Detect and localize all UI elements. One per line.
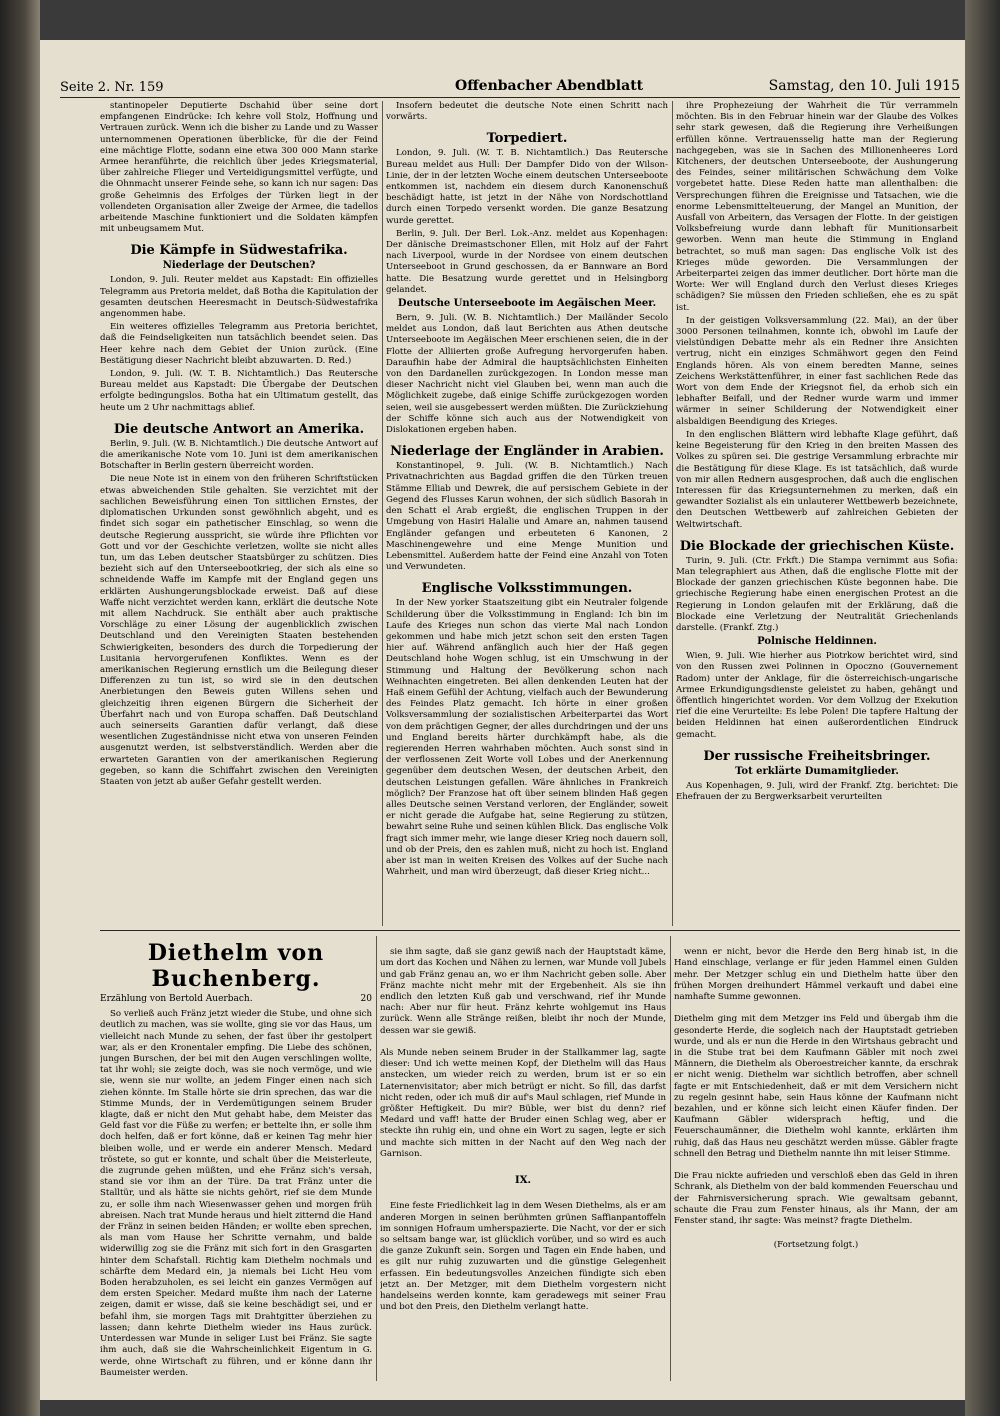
serial-text: wenn er nicht, bevor die Herde den Berg hinab ist, in die Hand einschlage, verlange er für jeden Hammel einen Gulden mehr. Der Metzger schlug ein und Diethelm hatte über den frühen Morgen dreihundert Hämmel verkauft und dabei eine namhafte Summe gewonnen. Diethelm ging mit dem Metzger ins Feld und übergab ihm die gesonderte Herde, die sogleich nach der Hauptstadt getrieben wurde, und als er nun die Herde in den Wirtshaus gebracht und in die Stube trat bei dem Kaufmann Gäbler mit noch zwei Männern, die Diethelm als Oberoestreicher kannte, da erschrak er nicht wenig. Diethelm war sichtlich betroffen, aber schnell fagte er mit Entschiedenheit, daß er mit dem Versichern nicht zu regeln gesinnt habe, sein Haus könne der Kaufmann nicht bezahlen, und er könne sich leicht einen Käufer finden. Der Kaufmann Gäbler widersprach heftig, und die Feuerschaumänner, die Diethelm wohl kannte, erklärten ihm ruhig, daß das Haus neu geschätzt werden müsse. Gäbler fragte schnell den Betrag und Diethelm nannte ihn mit leiser Stimme. Die Frau nickte aufrieden und verschloß eben das Geld in ihren Schrank, als Diethelm von der bald kommenden Feuerschau und der Fahrnisversicherung sprach. Wie gewaltsam gebannt, schaute die Frau zum Fenster hinaus, als ihr Mann, der am Fenster stand, ihr sagte: Was meinst? fragte Diethelm. [674,947,958,1227]
col1-paragraph: Ein weiteres offizielles Telegramm aus Pretoria berichtet, daß die Feindseligkeiten nun tatsächlich beendet seien. Das Heer kehre nach dem Gebiet der Union zurück. (Eine Bestätigung dieser Nachricht bleibt abzuwarten. D. Red.) [100,322,378,366]
col2-paragraph: In der New yorker Staatszeitung gibt ein Neutraler folgende Schilderung über die Volksstimmung in England: Ich bin im Laufe des Krieges nun schon das vierte Mal nach London gekommen und habe mich jetzt schon seit den ersten Tagen hier auf. Während anfänglich auch hier der Haß gegen Deutschland hohe Wogen schlug, ist ein Umschwung in der Stimmung und Haltung der Bevölkerung schon nach Weihnachten eingetreten. Bei allen denkenden Leuten hat der Haß einem Gefühl der Achtung, vielfach auch der Bewunderung des Feindes Platz gemacht. Ich hörte in einer großen Volksversammlung der sozialistischen Arbeiterpartei das Wort von dem prächtigen Gegner, der alles durchdringen und der uns und England bereits härter durchkämpft habe, als die regierenden Herren wahrhaben möchten. Auch sonst sind in der verflossenen Zeit Worte voll Lobes und der Anerkennung gegenüber dem deutschen Wesen, der deutschen Arbeit, den deutschen Leistungen gefallen. Wäre ähnliches in Frankreich möglich? Der Franzose hat oft über seinem blinden Haß gegen alles Deutsche seinen Verstand verloren, der Engländer, soweit er nicht gerade die Aufgabe hat, seine Regierung zu stützen, bewahrt seine Ruhe und seinen kühlen Blick. Das englische Volk fragt sich immer mehr, wie lange dieser Krieg noch dauern soll, und ob der Preis, den es zahlen muß, nicht zu hoch ist. England aber ist man in weiten Kreisen des Volkes auf der Suche nach Wahrheit, und man wird überzeugt, daß dieser Krieg nicht... [386,598,668,878]
column-divider [376,936,377,1381]
col1-paragraph: London, 9. Juli. Reuter meldet aus Kapstadt: Ein offizielles Telegramm aus Pretoria meldet, daß Botha die Kapitulation der gesamten deutschen Heeresmacht in Deutsch-Südwestafrika angenommen habe. [100,275,378,320]
col1-headline-america: Die deutsche Antwort an Amerika. [113,421,365,437]
col2-headline-torpedoed: Torpediert. [486,131,568,147]
col1-lead: stantinopeler Deputierte Dschahid über seine dort empfangenen Eindrücke: Ich kehre voll Stolz, Hoffnung und Vertrauen zurück. Wenn ich die bisher zu Lande und zu Wasser unternommenen Operationen überblicke, für die der Feind eine mächtige Flotte, sodann eine etwa 300 000 Mann starke Armee heranführte, die reichlich über jedes Kriegsmaterial, über zahlreiche Flieger und Verteidigungsmittel verfügte, und die Ohnmacht unserer Feinde sehe, so kann ich nur sagen: Das große Geheimnis des Erfolges der Türken liegt in der vollendeten Organisation aller Zweige der Armee, die tadellos arbeitende Maschine funktioniert und die Soldaten kämpfen mit unbeugsamem Mut. [100,101,378,235]
serial-chapter-number: IX. [515,1175,531,1187]
col1-paragraph: London, 9. Juli. (W. T. B. Nichtamtlich.) Das Reutersche Bureau meldet aus Kapstadt: Die Übergabe der Deutschen erfolgte bedingungslos. Botha hat ein Ultimatum gestellt, das heute um 2 Uhr nachmittags ablief. [100,369,378,413]
col3-paragraph: In der geistigen Volksversammlung (22. Mai), an der über 3000 Personen teilnahmen, konnte ich, obwohl im Laufe der vielstündigen Debatte mehr als ein Redner ihre Ansichten vertrug, nicht ein einziges Schmähwort gegen den Feind Englands hören. Als von einem beredten Manne, seines Zeichens Werkstättenführer, in einer fast sachlichen Rede das Wort von dem Ende der Kriegsnot fiel, da erhob sich ein lebhafter Beifall, und der Redner wurde warm und immer wärmer in seiner Schilderung der Notwendigkeit einer alsbaldigen Beendigung des Krieges. [676,315,958,427]
book-binding-edge [0,0,40,1416]
serial-installment: 20 [360,994,372,1004]
col3-paragraph: Wien, 9. Juli. Wie hierher aus Piotrkow berichtet wird, sind von den Russen zwei Polinnen in Opoczno (Gouvernement Radom) unter der Anklage, für die österreichisch-ungarische Armee Erkundigungsdienste geleistet zu haben, gehängt und öffentlich hingerichtet worden. Vor dem Vollzug der Exekution rief die eine Verurteilte: Es lebe Polen! Die tapfere Haltung der beiden Heldinnen hat einen außerordentlichen Eindruck gemacht. [676,651,958,740]
col1-headline-southwest-africa: Die Kämpfe in Südwestafrika. [130,243,348,259]
col1-paragraph: Berlin, 9. Juli. (W. B. Nichtamtlich.) Die deutsche Antwort auf die amerikanische Note vom 10. Juni ist dem amerikanischen Botschafter in Berlin gestern überreicht worden. [100,438,378,472]
col2-lead: Insofern bedeutet die deutsche Note einen Schritt nach vorwärts. [386,101,668,123]
column-1 [100,101,378,924]
serial-text: So verließ auch Fränz jetzt wieder die Stube, und ohne sich deutlich zu machen, was sie wollte, ging sie vor das Haus, um vielleicht nach Munde zu sehen, der fast über ihr gestolpert war, als er den Kronentaler empfing. Die Liebe des schönen, jungen Burschen, der bei mit den Augen verschlingen wollte, tat ihr wohl; sie zeigte doch, was sie noch vermöge, und wie sie, wenn sie nur wollte, an jedem Finger einen nach sich ziehen könnte. Im Stalle hörte sie drin sprechen, das war die Stimme Munds, der in Verdemütigungen seinem Bruder klagte, daß er nicht den Mut gehabt habe, dem Meister das Geld fast vor die Füße zu werfen; er bettelte ihn, er solle ihm doch helfen, daß er fort könne, daß er keinen Tag mehr hier bleiben wolle, und er werde ein anderer Mensch. Medard tröstete, so gut er konnte, und schalt über die Meisterleute, die zugrunde gehen müßten, und ehe Fränz sich's versah, stand sie vor ihm an der Türe. Da trat Fränz unter die Stalltür, und als hätte sie nichts gehört, rief sie dem Munde zu, er solle ihm nach Wiesenwasser gehen und morgen früh abreisen. Nach trat Munde heraus und hielt zitternd die Hand der Fränz in seinen beiden Händen; er wollte eben sprechen, als man vom Hause her Schritte vernahm, und balde widerwillig zog sie die Fränz mit sich fort in den Grasgarten hinter dem Schafstall. Richtig kam Diethelm nochmals und schärfte dem Medard ein, ja niemals bei Licht Heu vom Boden herabzuholen, es sei leicht ein ganzes Vermögen auf dem ersten Speicher. Medard mußte ihm nach der Laterne zeigen, damit er wisse, daß sie keine beschädigt sei, und er befahl ihm, sie morgen Tags mit Drahtgitter überziehen zu lassen; dann kehrte Diethelm wieder ins Haus zurück. Unterdessen war Munde in seliger Lust bei Fränz. Sie sagte ihm auch, daß sie die Wahrscheinlichkeit Eigentum in G. werde, ohne Wirtschaft zu führen, und er könne dann ihr Baumeister werden. [100,1009,372,1376]
serial-byline: Erzählung von Bertold Auerbach. 20 [100,994,372,1004]
col2-paragraph: London, 9. Juli. (W. T. B. Nichtamtlich.) Das Reutersche Bureau meldet aus Hull: Der Dampfer Dido von der Wilson-Linie, der in der letzten Woche einem deutschen Unterseeboote entkommen ist, nachdem ein diesem durch Kanonenschuß beschädigt hatte, ist jetzt in der Nähe von Nordschottland durch einen Torpedo versenkt worden. Die ganze Besatzung wurde gerettet. [386,148,668,226]
col3-lead: ihre Prophezeiung der Wahrheit die Tür verrammeln möchten. Bis in den Februar hinein war der Glaube des Volkes sehr stark gewesen, daß die Regierung ihre Verheißungen erfüllen könne. Vertrauensselig hatte man der Regierung nachgegeben, was sie in Sachen des Millionenheeres Lord Kitcheners, der deutschen Unterseeboote, der Aushungerung des Feindes, seiner militärischen Schwächung dem Volke vorgebetet hatte. Diese Reden hatte man allenthalben: die Versprechungen führen die Ereignisse und Tatsachen, wie die enorme Lebensmittelteuerung, der Mangel an Munition, der Ausfall von Arbeitern, das Versagen der Flotte. In der geistigen Volksbefreiung wurde dann lebhaft für Munitionsarbeit geworben. Wenn man heute die Stimmung in England betrachtet, so muß man sagen: Das englische Volk ist des Krieges müde geworden. Die Versammlungen der Arbeiterpartei zeigen das immer deutlicher. Dort hörte man die Worte: Wer will England durch den Verlust dieses Krieges schädigen? Sie müssen den Frieden schließen, ehe es zu spät ist. [676,101,958,313]
serial-text: sie ihm sagte, daß sie ganz gewiß nach der Hauptstadt käme, um dort das Kochen und Nähen zu lernen, war Munde voll Jubels und gab Fränz genau an, wo er ihm Nachricht geben solle. Aber Fränz machte nicht mehr mit der Ergebenheit. Als sie ihn endlich den letzten Kuß gab und verschwand, rief ihr Munde nach: Aber nur für heut. Fränz kehrte wohlgemut ins Haus zurück. Wenn alle Stränge reißen, bleibt ihr noch der Munde, dessen war sie gewiß. Als Munde neben seinem Bruder in der Stallkammer lag, sagte dieser: Und ich wette meinen Kopf, der Diethelm will das Haus anstecken, um wieder reich zu werden, brum ist er so ein Laternenvisitator; aber mich betrügt er nicht. So fill, das darfst nicht reden, oder ich muß dir auf's Maul schlagen, rief Munde in größter Heftigkeit. Du mir? Büble, wer bist du denn? rief Medard und vaff! hatte der Bruder einen Schlag weg, aber er steckte ihn ruhig ein, und ohne ein Wort zu sagen, legte er sich und machte sich mitten in der Nacht auf den Weg nach der Garnison. [380,947,666,1159]
col1-subheadline: Niederlage der Deutschen? [162,260,316,272]
newspaper-title: Offenbacher Abendblatt [455,78,644,94]
column-3 [676,101,958,924]
page-right-edge [965,0,1000,1416]
col3-headline-blockade: Die Blockade der griechischen Küste. [679,538,955,554]
serial-column-2 [380,936,666,1376]
col3-paragraph: In den englischen Blättern wird lebhafte Klage geführt, daß keine Begeisterung für den Krieg in den breiten Massen des Volkes zu spüren sei. Die gestrige Versammlung erbrachte mir die Bestätigung für diese Klage. Es ist tatsächlich, daß wurde von mir allen Rednern ausgesprochen, daß auch die englischen Interessen für das Kriegsunternehmen zu merken, daß ein gewandter Sozialist als ein unlauterer Wettbewerb bezeichnete, den Deutschen Wettbewerb auf zahlreichen Gebieten der Weltwirtschaft. [676,429,958,530]
serial-title: Diethelm von Buchenberg. [147,940,325,992]
header-rule [60,97,960,98]
serial-continued: (Fortsetzung folgt.) [773,1240,859,1251]
feuilleton-divider [100,930,960,931]
col3-headline-russian: Der russische Freiheitsbringer. [703,748,931,764]
col3-paragraph: Turin, 9. Juli. (Ctr. Frkft.) Die Stampa vernimmt aus Sofia: Man telegraphiert aus Athen, daß die englische Flotte mit der Blockade der ganzen griechischen Küste begonnen habe. Die griechische Regierung habe einen energischen Protest an die Regierung in London gelaufen mit der Erklärung, daß die Blockade eine Verletzung der Neutralität Griechenlands darstelle. (Frankf. Ztg.) [676,555,958,633]
col2-paragraph: Berlin, 9. Juli. Der Berl. Lok.-Anz. meldet aus Kopenhagen: Der dänische Dreimastschoner Ellen, mit Holz auf der Fahrt nach Liverpool, wurde in der Nordsee von einem deutschen Unterseeboot in Grund geschossen, da er Bannware an Bord hatte. Die Besatzung wurde gerettet und in Helsingborg gelandet. [386,228,668,295]
issue-date: Samstag, den 10. Juli 1915 [768,78,960,94]
column-divider [382,101,383,926]
serial-column-3 [674,936,958,1376]
col3-subheadline: Tot erklärte Dumamitglieder. [735,765,899,777]
column-divider [670,936,671,1381]
col2-headline-english-mood: Englische Volksstimmungen. [421,581,633,597]
serial-text: Eine feste Friedlichkeit lag in dem Wesen Diethelms, als er am anderen Morgen in seinen berühmten grünen Saffianpantoffeln im sonnigen Hofraum umherspazierte. Die Nacht, vor der er sich so seltsam bange war, ist glücklich vorüber, und so wird es auch die ganze Zukunft sein. Sorgen und Tagen ein Ende haben, und es gilt nur ruhig zuzuwarten und die günstige Gelegenheit erfassen. Ein bedeutungsvolles Anzeichen fündigte sich eben jetzt an. Der Metzger, mit dem Diethelm vorgestern nicht handelseins werden konnte, kam geradewegs mit seiner Frau und bot den Preis, den Diethelm verlangt hatte. [380,1201,666,1313]
col2-headline-aegean: Deutsche Unterseeboote im Aegäischen Meer. [397,298,657,310]
page-number: Seite 2. Nr. 159 [60,80,164,95]
column-2 [386,101,668,924]
serial-column-1 [100,936,372,1376]
col3-headline-polish-heroines: Polnische Heldinnen. [757,636,877,648]
col3-paragraph: Aus Kopenhagen, 9. Juli, wird der Frankf. Ztg. berichtet: Die Ehefrauen der zu Bergwerksarbeit verurteilten [676,780,958,802]
col2-paragraph: Konstantinopel, 9. Juli. (W. B. Nichtamtlich.) Nach Privatnachrichten aus Bagdad griffen die den Türken treuen Stämme Elliab und Dewrek, die auf persischem Gebiete in der Gegend des Flusses Karun wohnen, der sich südlich Basorah in den Schatt el Arab ergießt, die englischen Truppen in der Umgebung von Hasiri Halalie und Amare an, nahmen tausend Engländer gefangen und erbeuteten 6 Kanonen, 2 Maschinengewehre und eine Menge Munition und Lebensmittel. Außerdem hatte der Feind eine Anzahl von Toten und Verwundeten. [386,461,668,573]
col1-paragraph: Die neue Note ist in einem von den früheren Schriftstücken etwas abweichenden Stile gehalten. Sie verzichtet mit der sachlichen Beweisführung einen Ton sittlichen Ernstes, der diplomatischen Urkunden sonst gewöhnlich abgeht, und es findet sich sogar ein pathetischer Einschlag, so wenn die deutsche Regierung ausspricht, sie würde ihre Pflichten vor Gott und vor der Geschichte verletzen, wollte sie nicht alles tun, um das Leben deutscher Staatsbürger zu schützen. Dies bezieht sich auf den Unterseebootkrieg, der sich als eine so schneidende Waffe im Kampfe mit der England gegen uns erklärten Aushungerungsblockade erweist. Daß auf diese Waffe nicht verzichtet werden kann, erklärt die deutsche Note mit allem Nachdruck. Sie enthält aber auch praktische Vorschläge zu einer Lösung der augenblicklich zwischen Deutschland und den Vereinigten Staaten bestehenden Schwierigkeiten, besonders des durch die Torpedierung der Lusitania hervorgerufenen Konfliktes. Wenn es der amerikanischen Regierung ernstlich um die Beilegung dieser Differenzen zu tun ist, so wird sie in den deutschen Anerbietungen den Beweis guten Willens sehen und gleichzeitig ihren eigenen Bürgern die Sicherheit der Überfahrt nach und von Europa schaffen. Daß Deutschland auch seinerseits Garantien dafür verlangt, daß diese wesentlichen Zugeständnisse nicht etwa von unseren Feinden ausgenutzt werden, ist selbstverständlich. Werden aber die erwarteten Garantien von der amerikanischen Regierung gegeben, so kann die Schiffahrt zwischen den Vereinigten Staaten von jetzt ab außer Gefahr gestellt werden. [100,474,378,787]
column-divider [672,101,673,926]
col2-paragraph: Bern, 9. Juli. (W. B. Nichtamtlich.) Der Mailänder Secolo meldet aus London, daß laut Berichten aus Athen deutsche Unterseeboote im Aegäischen Meer erschienen seien, die in der Flotte der Alliierten große Aufregung hervorgerufen haben. Daraufhin habe der Admiral die hauptsächlichsten Einheiten von den Dardanellen zurückgezogen. In London messe man dieser Nachricht nicht viel Glauben bei, wenn man auch die Möglichkeit zugebe, daß einige Schiffe zurückgezogen worden seien, weil sie ausgebessert werden müßten. Die Zurückziehung der Schiffe könne sich auch aus der Notwendigkeit von Dislokationen ergeben haben. [386,313,668,436]
col2-headline-arabia: Niederlage der Engländer in Arabien. [390,444,664,460]
